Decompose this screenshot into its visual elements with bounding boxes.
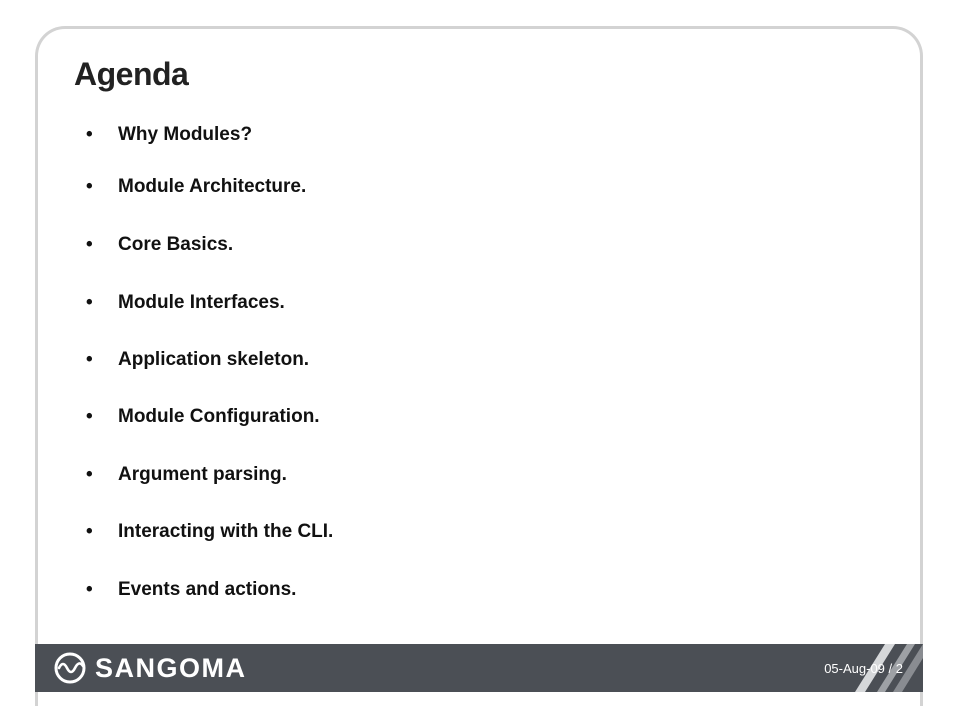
footer-bar [35, 644, 923, 692]
bullet: • [86, 464, 93, 485]
slide-title: Agenda [74, 56, 189, 92]
agenda-item-label: Events and actions. [118, 579, 297, 600]
slide-footer-meta [824, 661, 903, 676]
logo-text: SANGOMA [95, 652, 247, 683]
bullet: • [86, 176, 93, 197]
page-number: 2 [895, 661, 903, 676]
sangoma-wave-icon [53, 651, 87, 685]
agenda-item-label: Module Configuration. [118, 406, 320, 427]
sangoma-logo [53, 650, 247, 686]
slide-date: 05-Aug-09 [824, 661, 885, 676]
agenda-item-label: Module Interfaces. [118, 292, 285, 313]
bullet: • [86, 292, 93, 313]
agenda-item-label: Interacting with the CLI. [118, 521, 334, 542]
agenda-item-label: Core Basics. [118, 234, 234, 255]
page-separator: / [884, 661, 896, 676]
agenda-item-label: Why Modules? [118, 124, 253, 145]
bullet: • [86, 349, 93, 370]
bullet: • [86, 124, 93, 145]
bullet: • [86, 234, 93, 255]
bullet: • [86, 406, 93, 427]
agenda-item-label: Module Architecture. [118, 176, 307, 197]
bullet: • [86, 521, 93, 542]
agenda-item-label: Argument parsing. [118, 464, 287, 485]
bullet: • [86, 579, 93, 600]
agenda-item-label: Application skeleton. [118, 349, 310, 370]
